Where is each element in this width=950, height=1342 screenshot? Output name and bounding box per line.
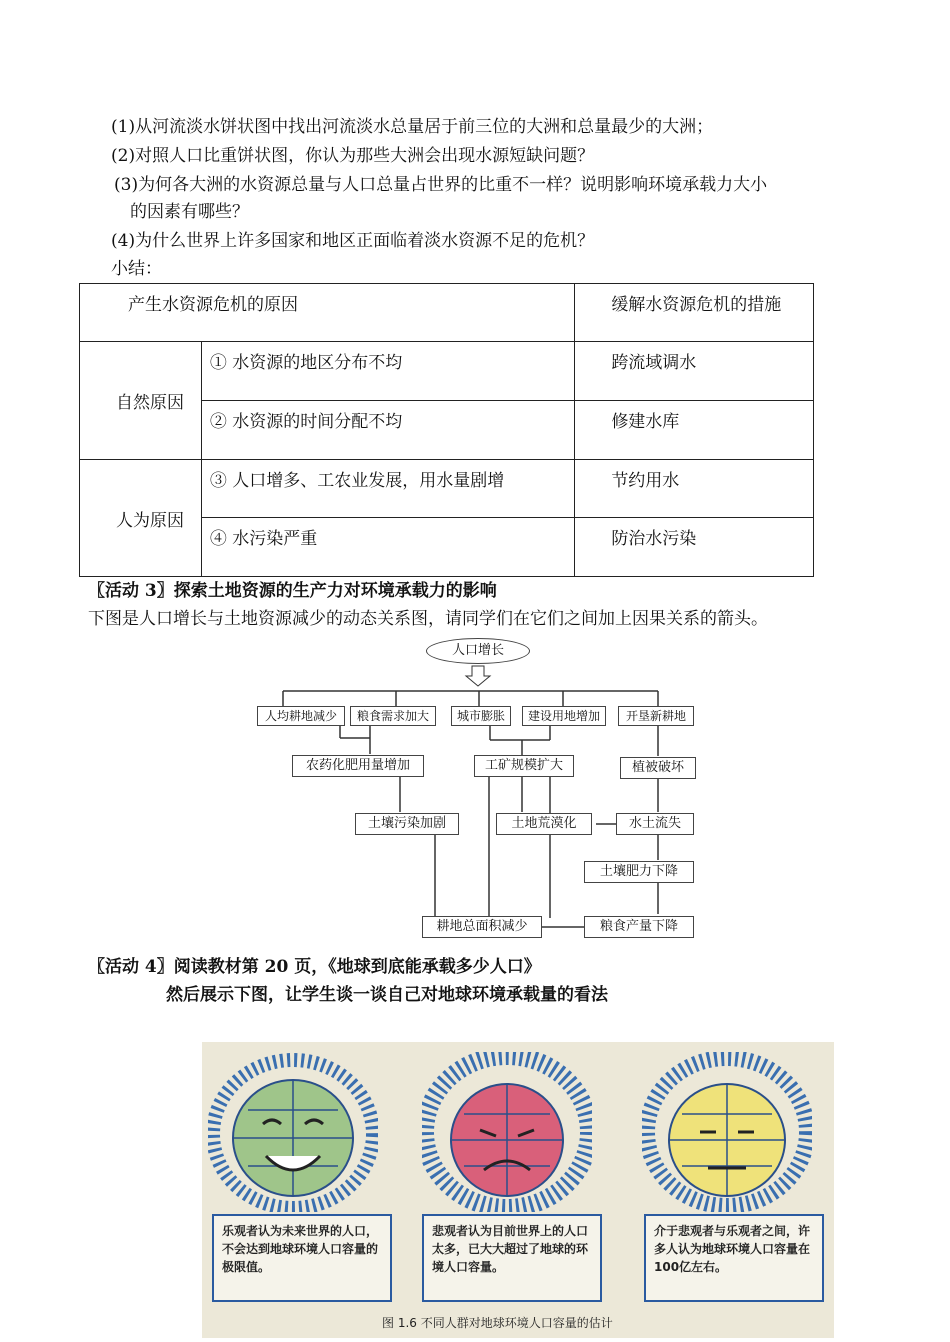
flow-box: 城市膨胀 [451,706,511,726]
pessimist-globe-illustration [422,1052,592,1212]
flow-box: 人均耕地减少 [257,706,345,726]
flow-mining: 工矿规模扩大 [474,755,574,777]
flow-farmland: 耕地总面积减少 [422,916,542,938]
flow-vegetation: 植被破坏 [620,757,696,779]
flow-desertification: 土地荒漠化 [496,813,592,835]
pessimist-caption: 悲观者认为目前世界上的人口太多，已大大超过了地球的环境人口容量。 [422,1214,602,1302]
flow-box: 建设用地增加 [522,706,606,726]
header-measure: 缓解水资源危机的措施 [575,284,814,342]
flow-box: 粮食需求加大 [350,706,436,726]
flow-diagram [250,636,710,941]
question-1: (1)从河流淡水饼状图中找出河流淡水总量居于前三位的大洲和总量最少的大洲； [111,117,714,137]
question-4: (4)为什么世界上许多国家和地区正面临着淡水资源不足的危机？ [111,231,595,251]
optimist-caption: 乐观者认为未来世界的人口，不会达到地球环境人口容量的极限值。 [212,1214,392,1302]
activity3-intro: 下图是人口增长与土地资源减少的动态关系图，请同学们在它们之间加上因果关系的箭头。 [88,609,768,629]
natural-cause-label: 自然原因 [80,342,202,460]
question-3-cont: 的因素有哪些？ [130,202,249,222]
header-cause: 产生水资源危机的原因 [80,284,575,342]
cause-cell: ① 水资源的地区分布不均 [201,342,574,401]
cause-cell: ② 水资源的时间分配不均 [201,401,574,460]
population-capacity-figure [202,1042,834,1338]
cause-cell: ④ 水污染严重 [201,518,574,577]
flow-fertility: 土壤肥力下降 [584,861,694,883]
measure-cell: 跨流域调水 [575,342,814,401]
figure-caption: 图 1.6 不同人群对地球环境人口容量的估计 [382,1316,613,1330]
flow-fertilizer: 农药化肥用量增加 [292,755,424,777]
flow-box: 开垦新耕地 [618,706,694,726]
activity3-title: 〖活动 3〗探索土地资源的生产力对环境承载力的影响 [88,581,497,601]
flow-connectors [250,636,710,941]
middle-globe-illustration [642,1052,812,1212]
cause-cell: ③ 人口增多、工农业发展，用水量剧增 [201,460,574,518]
question-2: (2)对照人口比重饼状图，你认为那些大洲会出现水源短缺问题？ [111,146,595,166]
flow-soil-pollution: 土壤污染加剧 [355,813,459,835]
human-cause-label: 人为原因 [80,460,202,577]
flow-population-growth: 人口增长 [426,638,530,664]
measure-cell: 修建水库 [575,401,814,460]
measure-cell: 防治水污染 [575,518,814,577]
flow-grain: 粮食产量下降 [584,916,694,938]
activity4-subtitle: 然后展示下图，让学生谈一谈自己对地球环境承载量的看法 [166,985,608,1005]
summary-label: 小结： [111,259,162,279]
measure-cell: 节约用水 [575,460,814,518]
question-3: (3)为何各大洲的水资源总量与人口总量占世界的比重不一样？说明影响环境承载力大小 [114,175,768,195]
middle-caption: 介于悲观者与乐观者之间，许多人认为地球环境人口容量在100亿左右。 [644,1214,824,1302]
water-crisis-table [79,283,814,577]
optimist-globe-illustration [208,1052,378,1212]
activity4-title: 〖活动 4〗阅读教材第 20 页，《地球到底能承载多少人口》 [88,957,541,977]
flow-erosion: 水土流失 [616,813,694,835]
